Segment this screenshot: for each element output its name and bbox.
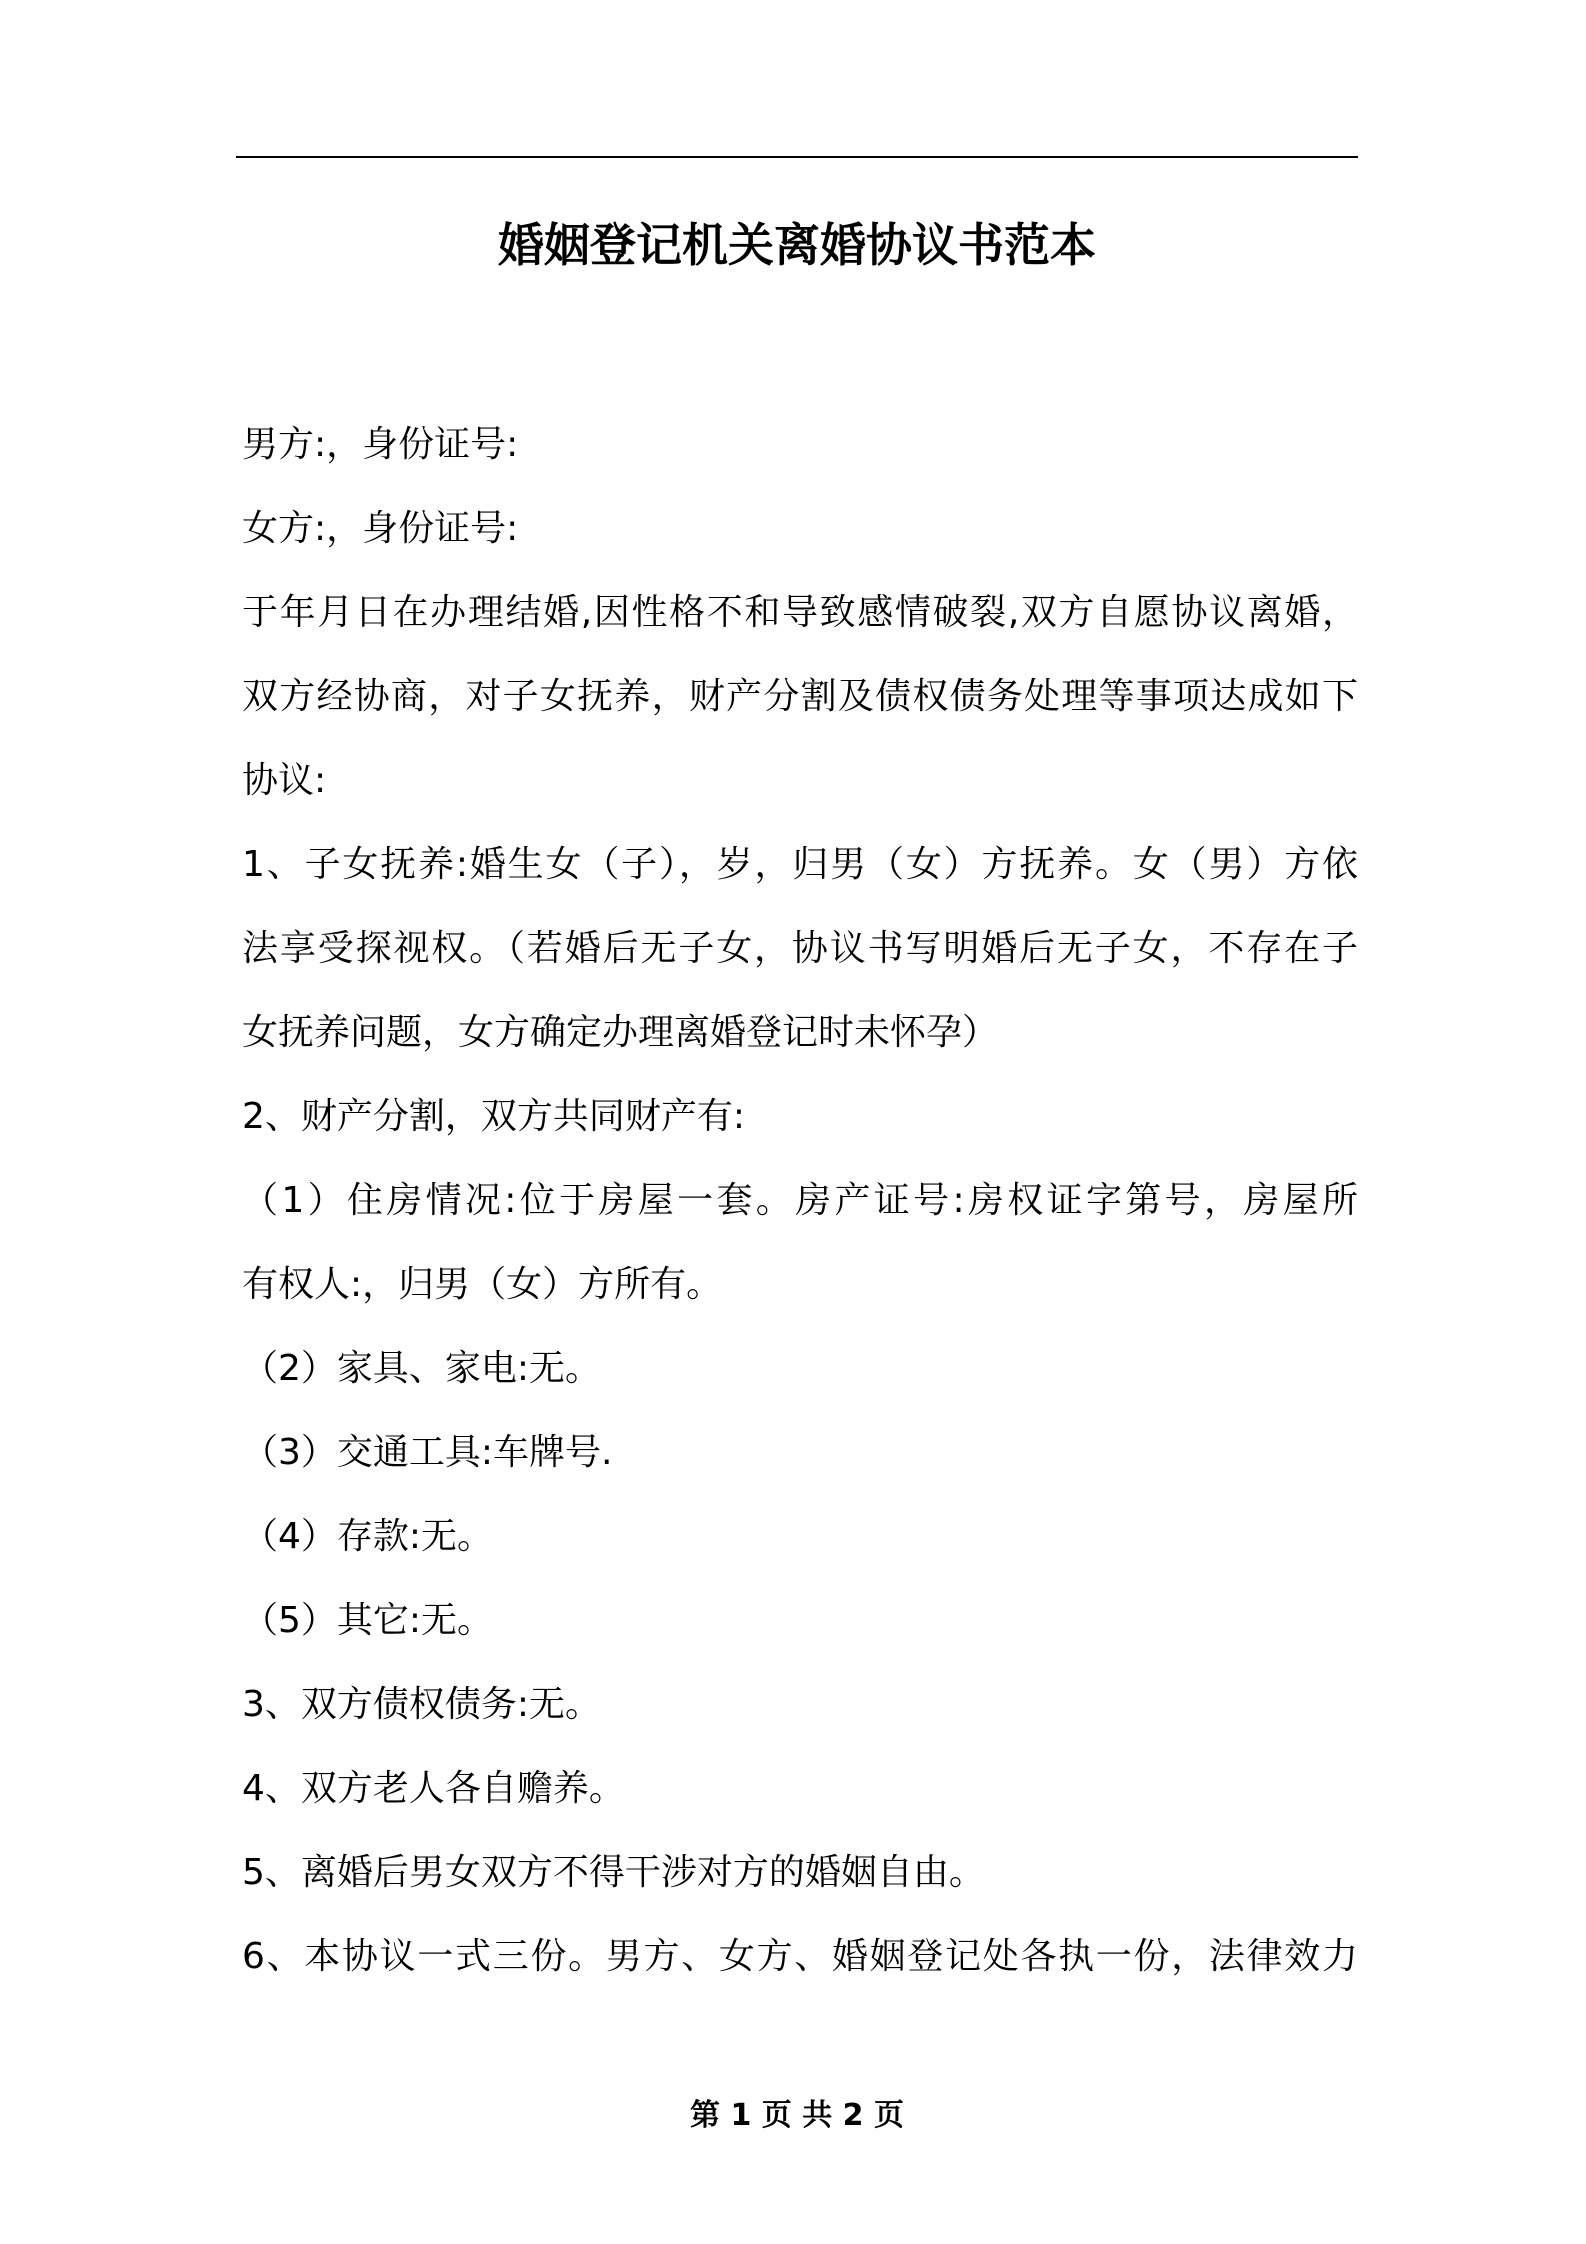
clause-2-item-5-other: （5）其它:无。 xyxy=(242,1600,494,1641)
clause-3-debts: 3、双方债权债务:无。 xyxy=(242,1684,602,1725)
clause-6-line-1: 6、本协议一式三份。男方、女方、婚姻登记处各执一份，法律效力 xyxy=(242,1936,1358,1977)
intro-paragraph xyxy=(242,571,1358,823)
document-body xyxy=(242,403,1358,1999)
clause-5-marriage-freedom: 5、离婚后男女双方不得干涉对方的婚姻自由。 xyxy=(242,1852,985,1893)
clause-2-item-1-housing xyxy=(242,1159,1358,1327)
page-footer: 第 1 页 共 2 页 xyxy=(690,2098,904,2133)
clause-2-item-2-furniture: （2）家具、家电:无。 xyxy=(242,1348,602,1389)
clause-1-line-2: 法享受探视权。（若婚后无子女，协议书写明婚后无子女，不存在子 xyxy=(242,928,1358,969)
housing-line-1: （1）住房情况:位于房屋一套。房产证号:房权证字第号，房屋所 xyxy=(242,1180,1358,1221)
clause-1-line-1: 1、子女抚养:婚生女（子），岁，归男（女）方抚养。女（男）方依 xyxy=(242,844,1358,885)
clause-6-copies xyxy=(242,1915,1358,1999)
clause-2-property: 2、财产分割，双方共同财产有: xyxy=(242,1096,746,1137)
document-title: 婚姻登记机关离婚协议书范本 xyxy=(498,218,1096,272)
clause-1-child-custody xyxy=(242,823,1358,1075)
clause-1-line-3: 女抚养问题，女方确定办理离婚登记时未怀孕） xyxy=(242,1012,999,1053)
male-party-line: 男方:，身份证号: xyxy=(242,424,519,465)
female-party-line: 女方:，身份证号: xyxy=(242,508,519,549)
intro-line-1: 于年月日在办理结婚,因性格不和导致感情破裂,双方自愿协议离婚， xyxy=(242,592,1358,633)
intro-line-2: 双方经协商，对子女抚养，财产分割及债权债务处理等事项达成如下 xyxy=(242,676,1358,717)
intro-line-3: 协议: xyxy=(242,760,327,801)
clause-4-elder-support: 4、双方老人各自赡养。 xyxy=(242,1768,625,1809)
clause-2-item-3-vehicle: （3）交通工具:车牌号. xyxy=(242,1432,613,1473)
housing-line-2: 有权人:，归男（女）方所有。 xyxy=(242,1264,723,1305)
clause-2-item-4-deposit: （4）存款:无。 xyxy=(242,1516,494,1557)
header-rule xyxy=(236,156,1358,158)
